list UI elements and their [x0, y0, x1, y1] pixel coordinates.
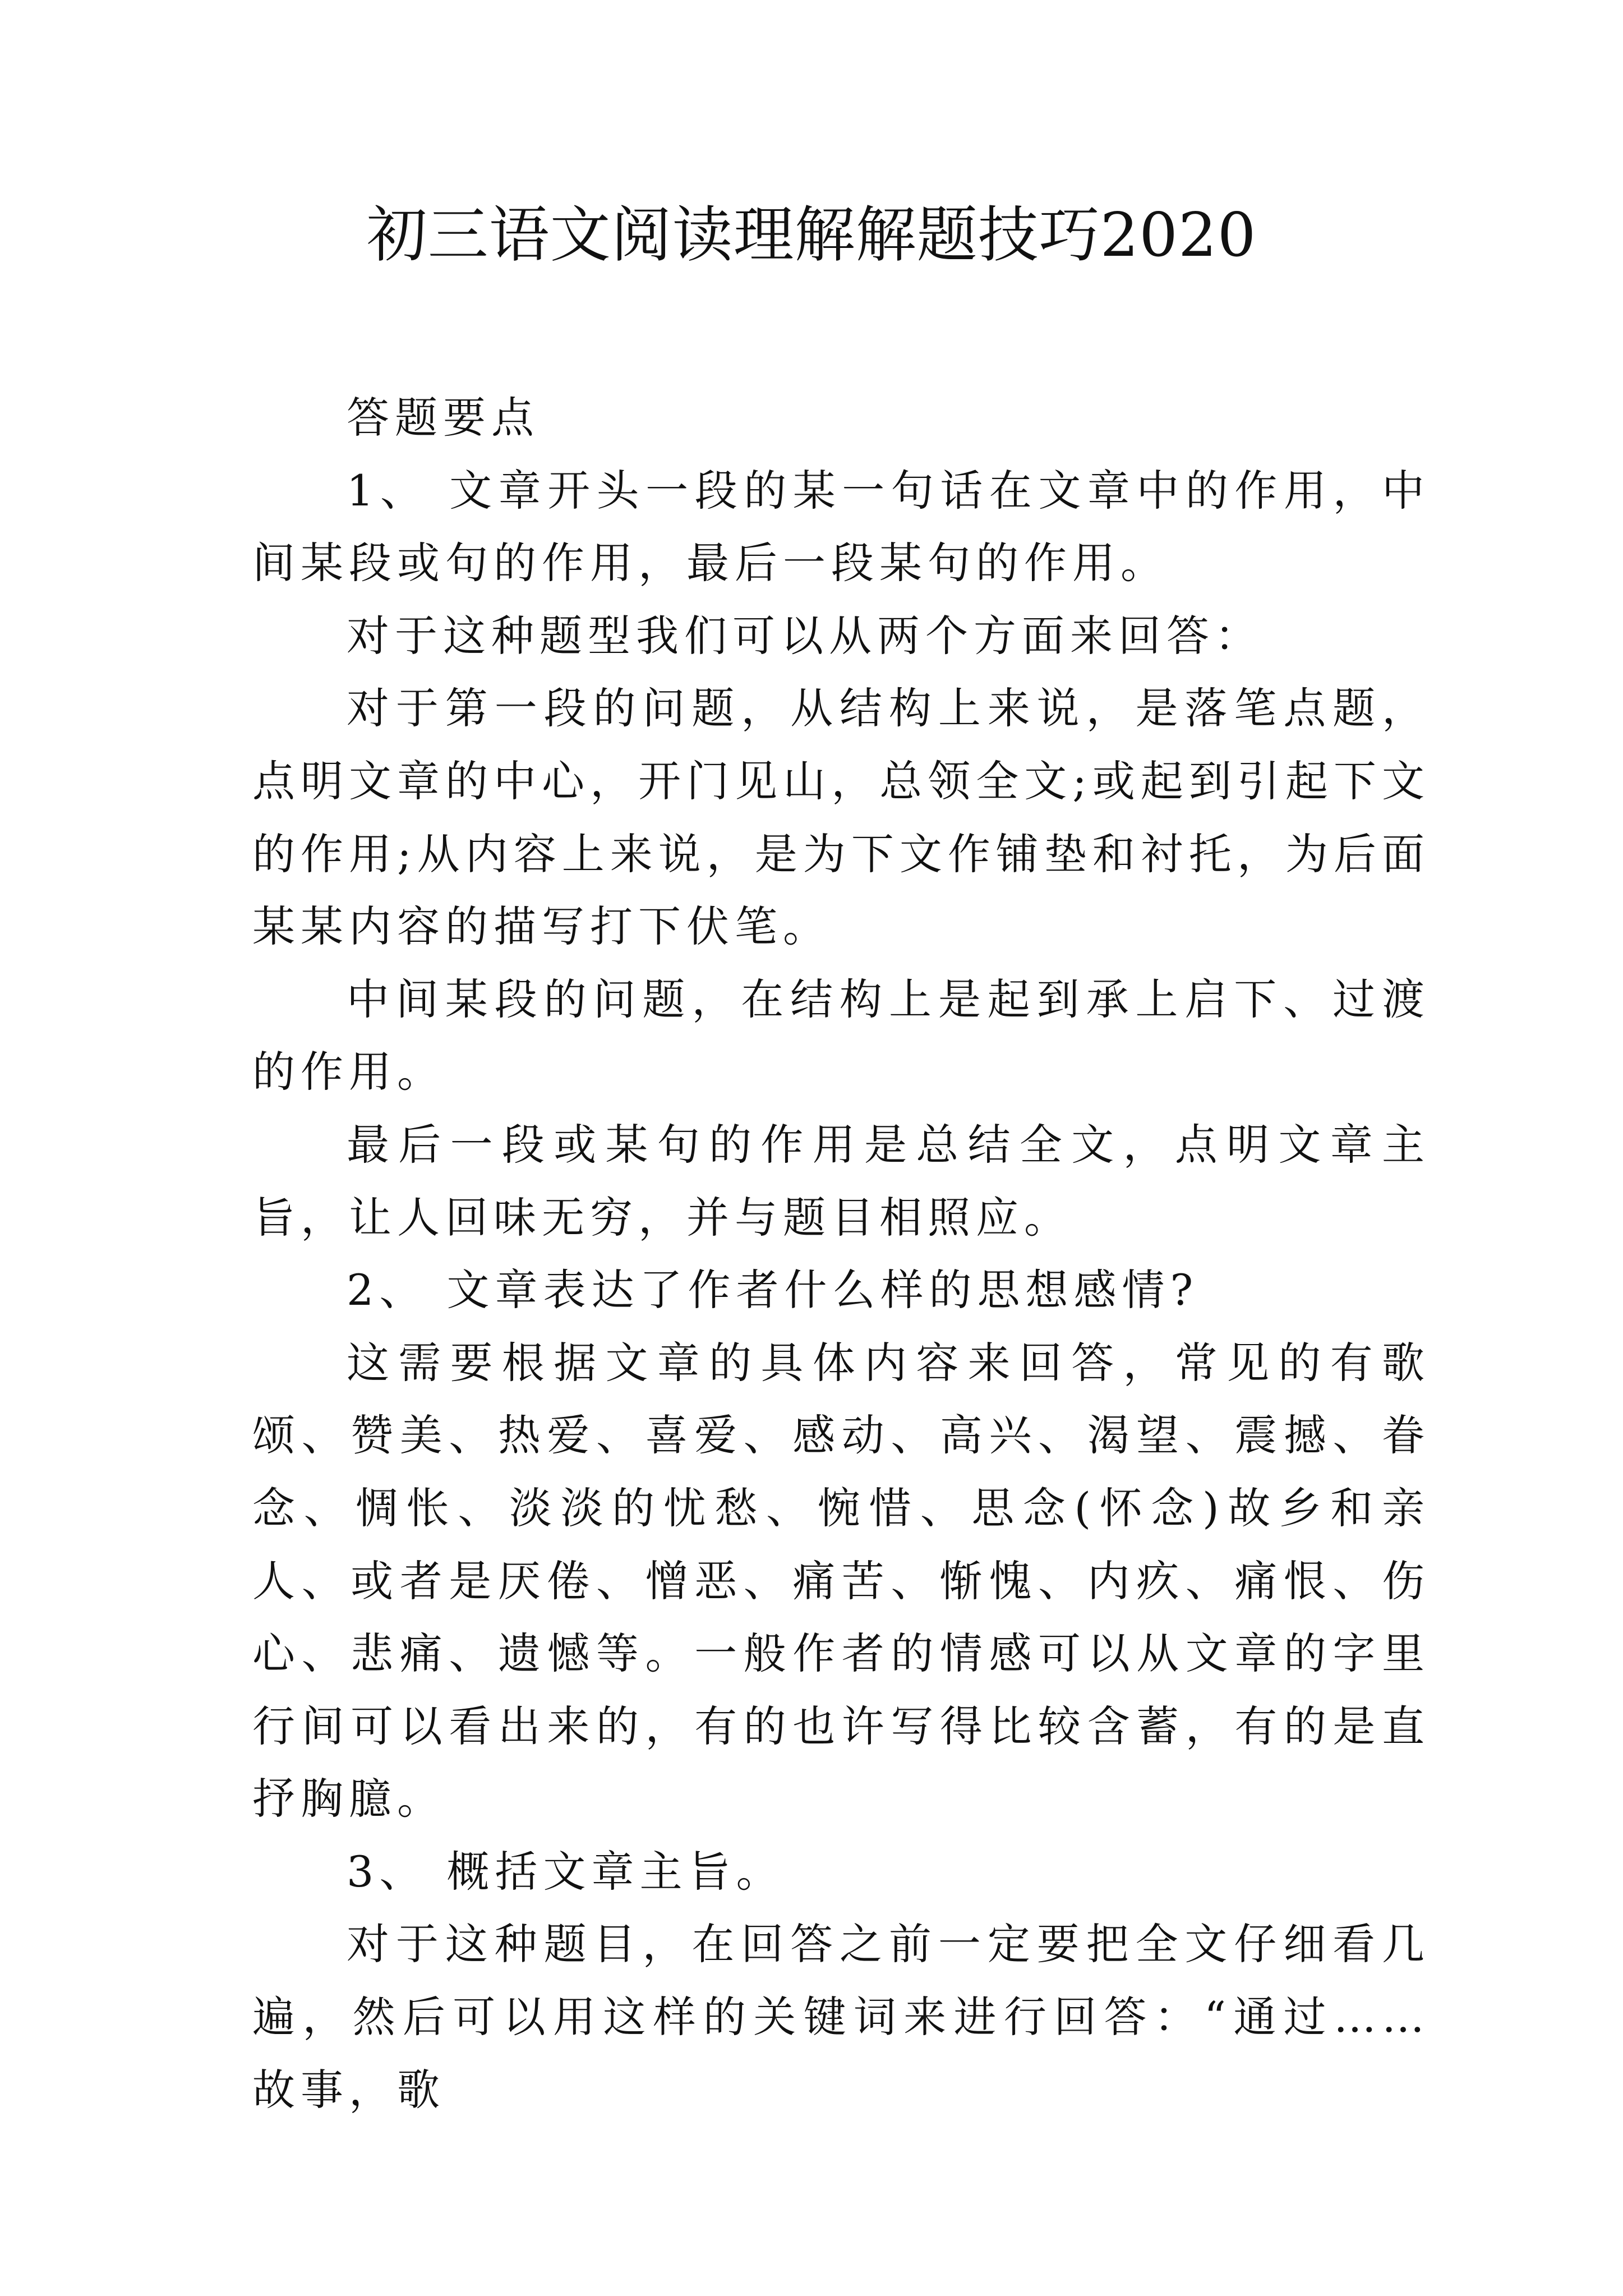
document-title: 初三语文阅读理解解题技巧2020	[366, 200, 1257, 270]
paragraph-emotions: 这需要根据文章的具体内容来回答，常见的有歌颂、赞美、热爱、喜爱、感动、高兴、渴望、震撼、眷念、惆怅、淡淡的忧愁、惋惜、思念(怀念)故乡和亲人、或者是厌倦、憎恶、痛苦、惭愧、内疚、痛恨、伤心、悲痛、遗憾等。一般作者的情感可以从文章的字里行间可以看出来的，有的也许写得比较含蓄，有的是直抒胸臆。	[252, 1337, 1430, 1824]
paragraph-two-aspects: 对于这种题型我们可以从两个方面来回答：	[347, 610, 1263, 661]
paragraph-question-2: 2、 文章表达了作者什么样的思想感情?	[347, 1265, 1199, 1315]
paragraph-middle-section: 中间某段的问题，在结构上是起到承上启下、过渡的作用。	[252, 974, 1430, 1097]
paragraph-summary-method: 对于这种题目，在回答之前一定要把全文仔细看几遍，然后可以用这样的关键词来进行回答：“通过…… 故事，歌	[252, 1919, 1430, 2115]
document-body	[252, 381, 1430, 2126]
paragraph-last-section: 最后一段或某句的作用是总结全文，点明文章主旨，让人回味无穷，并与题目相照应。	[252, 1119, 1430, 1243]
paragraph-answer-points: 答题要点	[347, 393, 540, 443]
paragraph-question-1: 1、 文章开头一段的某一句话在文章中的作用，中间某段或句的作用，最后一段某句的作用。	[252, 465, 1430, 588]
paragraph-question-3: 3、 概括文章主旨。	[347, 1846, 785, 1897]
paragraph-first-section: 对于第一段的问题，从结构上来说，是落笔点题，点明文章的中心，开门见山，总领全文;或起到引起下文的作用;从内容上来说，是为下文作铺垫和衬托，为后面某某内容的描写打下伏笔。	[252, 683, 1430, 952]
